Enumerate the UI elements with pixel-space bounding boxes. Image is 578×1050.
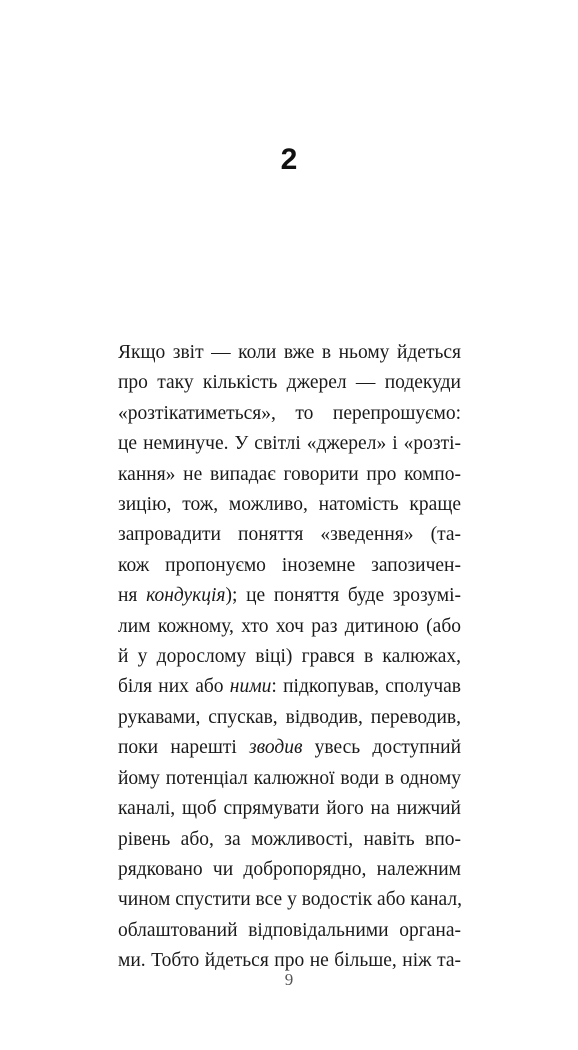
text-segment: йому потенціал калюжної води в одному	[118, 767, 461, 789]
text-line	[118, 794, 461, 824]
text-segment: про таку кількість джерел — подекуди	[118, 372, 461, 394]
text-segment: кож пропонуємо іноземне запозичен-	[118, 554, 461, 576]
italic-text-segment: ними	[229, 676, 272, 698]
text-segment: це неминуче. У світлі «джерел» і «розті-	[118, 433, 461, 455]
italic-text-segment: кондукція	[146, 585, 226, 607]
text-segment: ня	[118, 585, 147, 607]
text-line	[118, 703, 461, 733]
text-line	[118, 551, 461, 581]
text-segment: поки нарешті	[118, 737, 250, 759]
text-segment: рукавами, спускав, відводив, переводив,	[118, 706, 461, 728]
text-segment: зицію, тож, можливо, натомість краще	[118, 494, 461, 516]
text-segment: Якщо звіт — коли вже в ньому йдеться	[118, 342, 461, 363]
text-segment: ми. Тобто йдеться про не більше, ніж та-	[118, 950, 461, 972]
page-number: 9	[284, 970, 294, 989]
text-segment: : підкопував, сполучав	[271, 676, 461, 698]
text-line	[118, 520, 461, 550]
text-segment: ); це поняття буде зрозумі-	[225, 585, 462, 607]
text-segment: лим кожному, хто хоч раз дитиною (або	[118, 615, 461, 637]
text-line	[118, 733, 461, 763]
text-line	[118, 338, 461, 368]
chapter-number: 2	[280, 143, 298, 176]
text-line	[118, 368, 461, 398]
text-line	[118, 429, 461, 459]
text-line	[118, 642, 461, 672]
text-segment: увесь доступний	[302, 737, 461, 759]
text-line	[118, 460, 461, 490]
text-segment: чином спустити все у водостік або канал,	[118, 889, 462, 911]
text-segment: й у дорослому віці) грався в калюжах,	[118, 646, 461, 668]
text-segment: біля них або	[118, 676, 230, 698]
text-line	[118, 672, 461, 702]
text-segment: рядковано чи добропорядно, належним	[118, 858, 461, 880]
text-segment: «розтікатиметься», то перепрошуємо:	[118, 402, 461, 424]
text-segment: облаштований відповідальними органа-	[118, 919, 461, 941]
text-line	[118, 612, 461, 642]
italic-text-segment: зводив	[249, 737, 303, 759]
text-line	[118, 490, 461, 520]
text-segment: рівень або, за можливості, навіть впо-	[118, 828, 461, 850]
text-line	[118, 885, 461, 915]
text-segment: кання» не випадає говорити про компо-	[118, 463, 461, 485]
text-line	[118, 825, 461, 855]
body-text	[118, 338, 461, 977]
text-line	[118, 581, 461, 611]
text-line	[118, 764, 461, 794]
text-line	[118, 399, 461, 429]
text-segment: каналі, щоб спрямувати його на нижчий	[118, 798, 461, 820]
text-line	[118, 916, 461, 946]
text-line	[118, 855, 461, 885]
text-segment: запровадити поняття «зведення» (та-	[118, 524, 461, 546]
